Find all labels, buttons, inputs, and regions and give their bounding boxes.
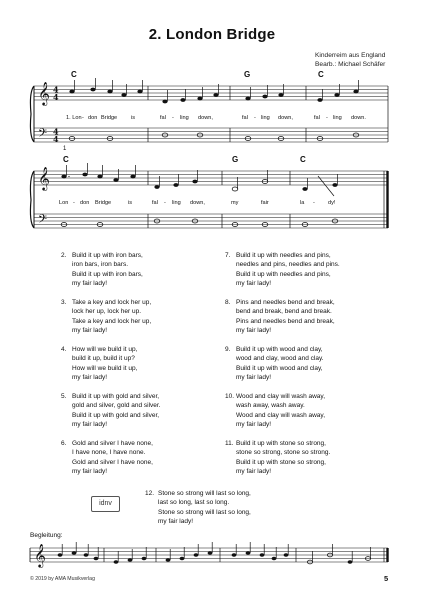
verse-line: my fair lady! bbox=[72, 420, 108, 428]
lyric-syllable: down, bbox=[190, 200, 205, 206]
verse-line: Build it up with wood and clay, bbox=[236, 364, 323, 372]
verse-line: lock her up, lock her up. bbox=[72, 308, 142, 316]
chord-symbol: G bbox=[232, 155, 239, 164]
verse-line: my fair lady! bbox=[236, 326, 272, 334]
verse-number: 1 bbox=[63, 146, 67, 152]
verse-line: my fair lady! bbox=[72, 373, 108, 381]
system-1 bbox=[30, 86, 388, 142]
verse-line: wood and clay, wood and clay. bbox=[236, 355, 324, 363]
verse-line: Build it up with iron bars, bbox=[72, 252, 143, 259]
bass-clef-icon: 𝄢 bbox=[38, 213, 48, 229]
verse-number: 2. bbox=[61, 252, 67, 259]
verse-line: my fair lady! bbox=[236, 420, 272, 428]
time-signature-bass-bottom: 4 bbox=[53, 134, 59, 144]
verse-number: 5. bbox=[61, 393, 67, 400]
verse-line: Take a key and lock her up, bbox=[72, 299, 152, 306]
lyric-syllable: don bbox=[80, 200, 90, 206]
verse-line: Wood and clay will wash away, bbox=[236, 411, 325, 419]
verse-line: Build it up with needles and pins, bbox=[236, 252, 331, 259]
verse-number: 6. bbox=[61, 440, 67, 447]
time-signature-bass-top: 4 bbox=[53, 126, 59, 137]
credit-source: Kinderreim aus England bbox=[315, 52, 386, 59]
verse-line: Pins and needles bend and break, bbox=[236, 317, 335, 325]
lyric-syllable: my bbox=[231, 200, 239, 206]
page-number: 5 bbox=[384, 574, 389, 583]
chord-symbol: C bbox=[63, 155, 69, 164]
lyric-syllable: fal bbox=[314, 115, 320, 121]
verse-line: I have none, I have none. bbox=[72, 449, 146, 457]
chord-symbol: C bbox=[318, 70, 324, 79]
verse-number: 10. bbox=[225, 393, 235, 400]
system-1-notes bbox=[69, 78, 359, 141]
lyric-syllable: Lon bbox=[59, 200, 69, 206]
verse-line: Gold and silver I have none, bbox=[72, 440, 153, 447]
verse-line: Pins and needles bend and break, bbox=[236, 299, 335, 306]
credit-arranger: Bearb.: Michael Schäfer bbox=[315, 60, 386, 68]
verse-line: How will we build it up, bbox=[72, 346, 138, 353]
treble-clef-icon: 𝄞 bbox=[34, 543, 46, 567]
note-head bbox=[69, 78, 358, 103]
chord-symbol: G bbox=[244, 70, 251, 79]
verse-line: Build it up with wood and clay, bbox=[236, 346, 323, 353]
lyric-syllable: ling bbox=[172, 200, 181, 206]
lyric-hyphen: - bbox=[326, 115, 328, 121]
lyric-syllable: fair bbox=[261, 200, 269, 206]
verse-line: Build it up with gold and silver, bbox=[72, 393, 160, 400]
lyric-syllable: fal bbox=[152, 200, 158, 206]
lyric-hyphen: - bbox=[172, 115, 174, 121]
verse-line: build it up, build it up? bbox=[72, 355, 135, 363]
system-2-notes bbox=[61, 163, 338, 227]
time-signature-top: 4 bbox=[53, 84, 59, 95]
verse-line: iron bars, iron bars. bbox=[72, 261, 128, 269]
slur-line bbox=[318, 176, 334, 196]
verse-number: 3. bbox=[61, 299, 67, 306]
lyric-hyphen: - bbox=[82, 115, 84, 121]
song-title: 2. London Bridge bbox=[148, 26, 276, 43]
verse-line: my fair lady! bbox=[72, 326, 108, 334]
verse-line: my fair lady! bbox=[72, 467, 108, 475]
verse-line: Stone so strong will last so long, bbox=[158, 490, 251, 497]
lyric-hyphen: - bbox=[164, 200, 166, 206]
verse-line: Take a key and lock her up, bbox=[72, 317, 152, 325]
system-1-clefs bbox=[38, 81, 59, 144]
verse-line: wash away, wash away. bbox=[236, 402, 305, 410]
lyric-syllable: dy! bbox=[328, 200, 336, 206]
verse-line: Build it up with stone so strong, bbox=[236, 440, 326, 447]
verse-line: How will we build it up, bbox=[72, 364, 138, 372]
verse-line: Gold and silver I have none, bbox=[72, 458, 153, 466]
lyric-syllable: is bbox=[128, 200, 133, 206]
verse-line: last so long, last so long. bbox=[158, 499, 230, 507]
verse-line: Build it up with stone so strong, bbox=[236, 458, 326, 466]
lyric-syllable: Bridge bbox=[95, 200, 112, 206]
verse-line: Stone so strong will last so long, bbox=[158, 508, 251, 516]
verse-line: Wood and clay will wash away, bbox=[236, 393, 325, 400]
lyric-hyphen: - bbox=[254, 115, 256, 121]
verse-line: my fair lady! bbox=[236, 467, 272, 475]
verse-number: 12. bbox=[145, 490, 155, 497]
lyric-hyphen: - bbox=[313, 200, 315, 206]
verse-line: gold and silver, gold and silver. bbox=[72, 402, 161, 410]
verse-line: my fair lady! bbox=[158, 517, 194, 525]
verse-number: 4. bbox=[61, 346, 67, 353]
treble-clef-icon: 𝄞 bbox=[38, 81, 50, 105]
lyric-syllable: is bbox=[131, 115, 136, 121]
bass-notes bbox=[69, 133, 359, 141]
bass-clef-icon: 𝄢 bbox=[38, 127, 48, 143]
verse-line: my fair lady! bbox=[72, 279, 108, 287]
verse-line: my fair lady! bbox=[236, 279, 272, 287]
verse-line: bend and break, bend and break. bbox=[236, 308, 332, 316]
chord-symbol: C bbox=[71, 70, 77, 79]
lyric-syllable: down. bbox=[351, 115, 366, 121]
lyric-syllable: down, bbox=[278, 115, 293, 121]
verse-line: Build it up with iron bars, bbox=[72, 270, 143, 278]
chord-symbol: C bbox=[300, 155, 306, 164]
lyric-syllable: 1. Lon bbox=[66, 115, 82, 121]
lyric-syllable: ling bbox=[333, 115, 342, 121]
time-signature-bottom: 4 bbox=[53, 92, 59, 102]
lyric-syllable: down, bbox=[198, 115, 213, 121]
verse-number: 8. bbox=[225, 299, 231, 306]
lyric-syllable: fal bbox=[242, 115, 248, 121]
verse-line: Build it up with gold and silver, bbox=[72, 411, 160, 419]
copyright-notice: © 2019 by AMA Musikverlag bbox=[30, 576, 95, 582]
lyric-syllable: la bbox=[300, 200, 305, 206]
verse-number: 11. bbox=[225, 440, 234, 447]
treble-clef-icon: 𝄞 bbox=[38, 166, 50, 190]
verse-line: my fair lady! bbox=[236, 373, 272, 381]
verse-line: stone so strong, stone so strong. bbox=[236, 449, 331, 457]
verse-line: Build it up with needles and pins, bbox=[236, 270, 331, 278]
verse-number: 9. bbox=[225, 346, 231, 353]
lyric-syllable: don bbox=[88, 115, 98, 121]
lyric-syllable: Bridge bbox=[101, 115, 118, 121]
verse-number: 7. bbox=[225, 252, 231, 259]
accompaniment-label: Begleitung: bbox=[30, 532, 63, 539]
lyric-hyphen: - bbox=[73, 200, 75, 206]
verse-line: needles and pins, needles and pins. bbox=[236, 261, 340, 269]
system-2-clefs bbox=[38, 166, 50, 229]
lyric-syllable: fal bbox=[160, 115, 166, 121]
lyric-syllable: ling bbox=[180, 115, 189, 121]
publisher-logo: idnv bbox=[91, 496, 120, 512]
lyric-syllable: ling bbox=[261, 115, 270, 121]
